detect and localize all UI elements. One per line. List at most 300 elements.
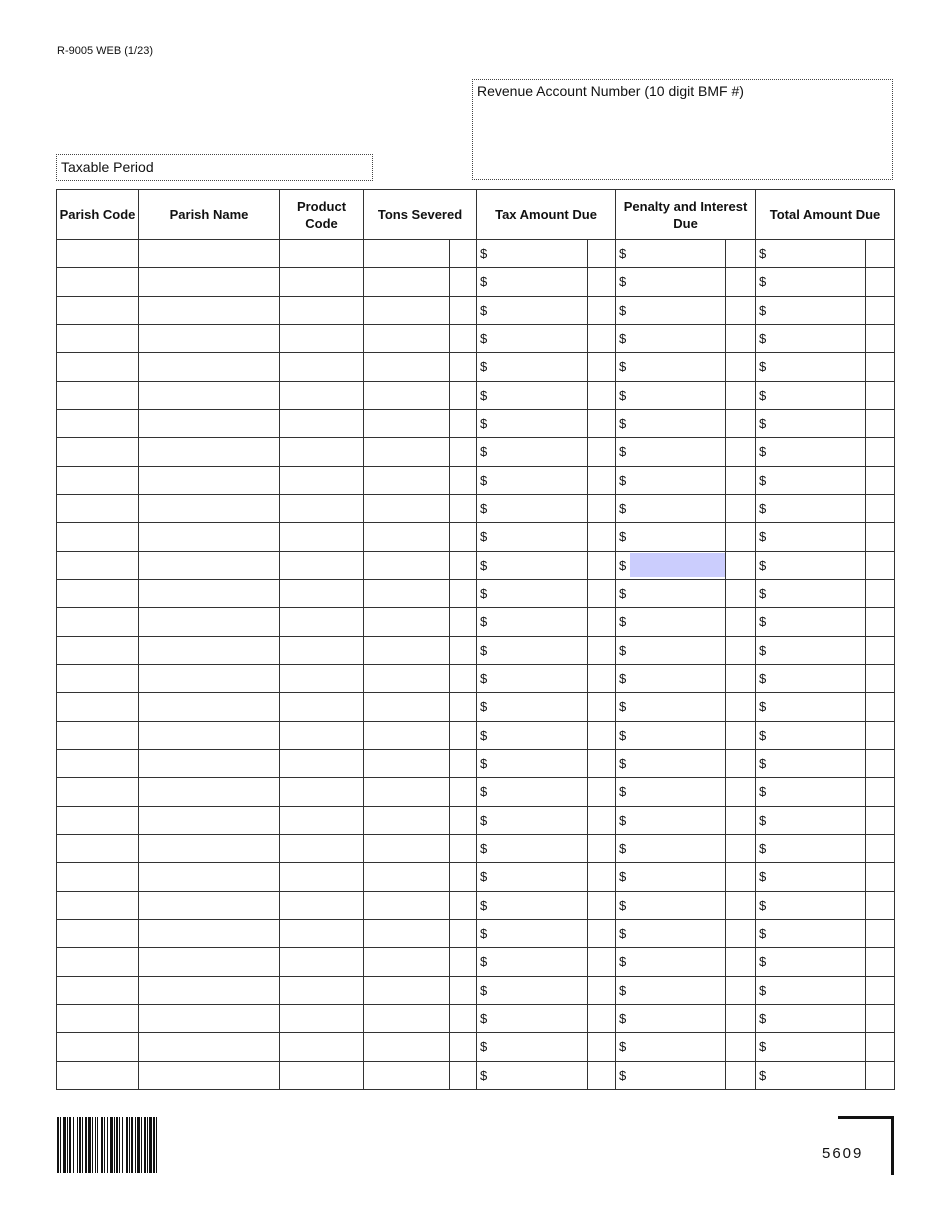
tax-amount-cell[interactable] xyxy=(477,268,588,296)
penalty-interest-cents-cell[interactable] xyxy=(726,636,756,664)
tax-amount-cents-cell[interactable] xyxy=(588,608,616,636)
penalty-interest-cell[interactable] xyxy=(616,296,726,324)
amount-input[interactable] xyxy=(491,383,587,407)
amount-input[interactable] xyxy=(630,978,725,1002)
product-code-cell[interactable] xyxy=(280,579,364,607)
total-amount-cell[interactable] xyxy=(756,466,866,494)
tons-severed-fraction-cell[interactable] xyxy=(450,976,477,1004)
tons-severed-fraction-cell[interactable] xyxy=(450,381,477,409)
parish-code-cell[interactable] xyxy=(57,721,139,749)
tons-severed-fraction-cell[interactable] xyxy=(450,523,477,551)
parish-code-cell[interactable] xyxy=(57,749,139,777)
tax-amount-cell[interactable] xyxy=(477,1061,588,1089)
total-amount-cents-cell[interactable] xyxy=(866,1061,895,1089)
total-amount-cell[interactable] xyxy=(756,268,866,296)
amount-input[interactable] xyxy=(770,610,865,634)
product-code-cell[interactable] xyxy=(280,749,364,777)
parish-name-cell[interactable] xyxy=(139,608,280,636)
tax-amount-cents-cell[interactable] xyxy=(588,976,616,1004)
total-amount-cell[interactable] xyxy=(756,834,866,862)
amount-input[interactable] xyxy=(491,242,587,266)
product-code-cell[interactable] xyxy=(280,863,364,891)
total-amount-cell[interactable] xyxy=(756,608,866,636)
tax-amount-cell[interactable] xyxy=(477,834,588,862)
penalty-interest-cell[interactable] xyxy=(616,721,726,749)
amount-input[interactable] xyxy=(770,667,865,691)
amount-input[interactable] xyxy=(491,950,587,974)
penalty-interest-cents-cell[interactable] xyxy=(726,1033,756,1061)
tons-severed-cell[interactable] xyxy=(364,381,450,409)
penalty-interest-cents-cell[interactable] xyxy=(726,664,756,692)
amount-input[interactable] xyxy=(630,242,725,266)
total-amount-cell[interactable] xyxy=(756,296,866,324)
tons-severed-cell[interactable] xyxy=(364,353,450,381)
tons-severed-fraction-cell[interactable] xyxy=(450,778,477,806)
tons-severed-fraction-cell[interactable] xyxy=(450,296,477,324)
tons-severed-cell[interactable] xyxy=(364,579,450,607)
tax-amount-cents-cell[interactable] xyxy=(588,1061,616,1089)
total-amount-cell[interactable] xyxy=(756,1004,866,1032)
tax-amount-cents-cell[interactable] xyxy=(588,381,616,409)
amount-input[interactable] xyxy=(770,440,865,464)
total-amount-cents-cell[interactable] xyxy=(866,608,895,636)
total-amount-cell[interactable] xyxy=(756,948,866,976)
parish-code-cell[interactable] xyxy=(57,409,139,437)
amount-input[interactable] xyxy=(770,638,865,662)
parish-code-cell[interactable] xyxy=(57,466,139,494)
total-amount-cents-cell[interactable] xyxy=(866,240,895,268)
tax-amount-cell[interactable] xyxy=(477,749,588,777)
amount-input[interactable] xyxy=(770,553,865,577)
tax-amount-cell[interactable] xyxy=(477,579,588,607)
tons-severed-fraction-cell[interactable] xyxy=(450,438,477,466)
penalty-interest-cell[interactable] xyxy=(616,919,726,947)
amount-input[interactable] xyxy=(770,865,865,889)
tax-amount-cell[interactable] xyxy=(477,976,588,1004)
penalty-interest-cell[interactable] xyxy=(616,664,726,692)
tax-amount-cell[interactable] xyxy=(477,353,588,381)
amount-input[interactable] xyxy=(630,780,725,804)
tax-amount-cell[interactable] xyxy=(477,409,588,437)
tons-severed-cell[interactable] xyxy=(364,806,450,834)
amount-input[interactable] xyxy=(630,440,725,464)
total-amount-cell[interactable] xyxy=(756,353,866,381)
amount-input[interactable] xyxy=(630,1035,725,1059)
tax-amount-cents-cell[interactable] xyxy=(588,551,616,579)
tax-amount-cents-cell[interactable] xyxy=(588,693,616,721)
total-amount-cents-cell[interactable] xyxy=(866,353,895,381)
amount-input[interactable] xyxy=(770,355,865,379)
amount-input[interactable] xyxy=(770,1063,865,1087)
penalty-interest-cell[interactable] xyxy=(616,466,726,494)
tons-severed-fraction-cell[interactable] xyxy=(450,948,477,976)
total-amount-cell[interactable] xyxy=(756,891,866,919)
parish-name-cell[interactable] xyxy=(139,636,280,664)
tax-amount-cell[interactable] xyxy=(477,778,588,806)
total-amount-cell[interactable] xyxy=(756,551,866,579)
tax-amount-cell[interactable] xyxy=(477,891,588,919)
product-code-cell[interactable] xyxy=(280,466,364,494)
penalty-interest-cents-cell[interactable] xyxy=(726,353,756,381)
penalty-interest-cell[interactable] xyxy=(616,353,726,381)
amount-input[interactable] xyxy=(491,723,587,747)
penalty-interest-cents-cell[interactable] xyxy=(726,579,756,607)
tons-severed-cell[interactable] xyxy=(364,608,450,636)
tons-severed-fraction-cell[interactable] xyxy=(450,1033,477,1061)
parish-name-cell[interactable] xyxy=(139,1061,280,1089)
product-code-cell[interactable] xyxy=(280,948,364,976)
amount-input[interactable] xyxy=(491,355,587,379)
parish-code-cell[interactable] xyxy=(57,240,139,268)
tons-severed-fraction-cell[interactable] xyxy=(450,919,477,947)
amount-input[interactable] xyxy=(630,638,725,662)
amount-input[interactable] xyxy=(630,723,725,747)
parish-name-cell[interactable] xyxy=(139,891,280,919)
tax-amount-cell[interactable] xyxy=(477,608,588,636)
tons-severed-fraction-cell[interactable] xyxy=(450,353,477,381)
parish-code-cell[interactable] xyxy=(57,523,139,551)
penalty-interest-cents-cell[interactable] xyxy=(726,466,756,494)
tons-severed-cell[interactable] xyxy=(364,863,450,891)
tons-severed-fraction-cell[interactable] xyxy=(450,721,477,749)
total-amount-cents-cell[interactable] xyxy=(866,834,895,862)
amount-input[interactable] xyxy=(770,723,865,747)
parish-name-cell[interactable] xyxy=(139,409,280,437)
penalty-interest-cents-cell[interactable] xyxy=(726,381,756,409)
product-code-cell[interactable] xyxy=(280,636,364,664)
tax-amount-cents-cell[interactable] xyxy=(588,466,616,494)
parish-name-cell[interactable] xyxy=(139,664,280,692)
parish-code-cell[interactable] xyxy=(57,806,139,834)
amount-input[interactable] xyxy=(491,922,587,946)
tax-amount-cents-cell[interactable] xyxy=(588,296,616,324)
tons-severed-cell[interactable] xyxy=(364,240,450,268)
amount-input[interactable] xyxy=(491,298,587,322)
amount-input[interactable] xyxy=(491,865,587,889)
amount-input[interactable] xyxy=(630,865,725,889)
product-code-cell[interactable] xyxy=(280,1061,364,1089)
penalty-interest-cents-cell[interactable] xyxy=(726,608,756,636)
total-amount-cents-cell[interactable] xyxy=(866,919,895,947)
product-code-cell[interactable] xyxy=(280,494,364,522)
penalty-interest-cents-cell[interactable] xyxy=(726,721,756,749)
tons-severed-fraction-cell[interactable] xyxy=(450,494,477,522)
amount-input[interactable] xyxy=(630,808,725,832)
tons-severed-fraction-cell[interactable] xyxy=(450,466,477,494)
tax-amount-cell[interactable] xyxy=(477,240,588,268)
tons-severed-cell[interactable] xyxy=(364,834,450,862)
total-amount-cents-cell[interactable] xyxy=(866,296,895,324)
product-code-cell[interactable] xyxy=(280,806,364,834)
amount-input[interactable] xyxy=(770,412,865,436)
tons-severed-fraction-cell[interactable] xyxy=(450,579,477,607)
amount-input[interactable] xyxy=(630,383,725,407)
parish-name-cell[interactable] xyxy=(139,693,280,721)
parish-code-cell[interactable] xyxy=(57,976,139,1004)
product-code-cell[interactable] xyxy=(280,240,364,268)
penalty-interest-cents-cell[interactable] xyxy=(726,976,756,1004)
product-code-cell[interactable] xyxy=(280,919,364,947)
total-amount-cents-cell[interactable] xyxy=(866,324,895,352)
penalty-interest-cents-cell[interactable] xyxy=(726,240,756,268)
total-amount-cell[interactable] xyxy=(756,721,866,749)
tax-amount-cents-cell[interactable] xyxy=(588,1004,616,1032)
total-amount-cents-cell[interactable] xyxy=(866,749,895,777)
tons-severed-cell[interactable] xyxy=(364,948,450,976)
tons-severed-cell[interactable] xyxy=(364,438,450,466)
penalty-interest-cents-cell[interactable] xyxy=(726,749,756,777)
amount-input[interactable] xyxy=(491,582,587,606)
parish-name-cell[interactable] xyxy=(139,466,280,494)
tax-amount-cents-cell[interactable] xyxy=(588,948,616,976)
amount-input[interactable] xyxy=(630,893,725,917)
tons-severed-fraction-cell[interactable] xyxy=(450,834,477,862)
amount-input[interactable] xyxy=(630,468,725,492)
amount-input[interactable] xyxy=(491,270,587,294)
parish-code-cell[interactable] xyxy=(57,1033,139,1061)
penalty-interest-cents-cell[interactable] xyxy=(726,891,756,919)
tons-severed-cell[interactable] xyxy=(364,409,450,437)
total-amount-cell[interactable] xyxy=(756,806,866,834)
penalty-interest-cell[interactable] xyxy=(616,438,726,466)
total-amount-cents-cell[interactable] xyxy=(866,551,895,579)
tax-amount-cell[interactable] xyxy=(477,636,588,664)
penalty-interest-cell[interactable] xyxy=(616,891,726,919)
amount-input[interactable] xyxy=(491,695,587,719)
tax-amount-cents-cell[interactable] xyxy=(588,721,616,749)
amount-input[interactable] xyxy=(491,808,587,832)
total-amount-cell[interactable] xyxy=(756,1033,866,1061)
amount-input[interactable] xyxy=(491,780,587,804)
product-code-cell[interactable] xyxy=(280,1004,364,1032)
parish-code-cell[interactable] xyxy=(57,834,139,862)
amount-input[interactable] xyxy=(770,837,865,861)
amount-input[interactable] xyxy=(491,610,587,634)
amount-input[interactable] xyxy=(630,950,725,974)
parish-code-cell[interactable] xyxy=(57,948,139,976)
total-amount-cents-cell[interactable] xyxy=(866,268,895,296)
amount-input[interactable] xyxy=(630,298,725,322)
parish-name-cell[interactable] xyxy=(139,381,280,409)
tax-amount-cell[interactable] xyxy=(477,1004,588,1032)
penalty-interest-cell[interactable] xyxy=(616,551,726,579)
product-code-cell[interactable] xyxy=(280,608,364,636)
amount-input[interactable] xyxy=(630,1007,725,1031)
total-amount-cents-cell[interactable] xyxy=(866,1033,895,1061)
product-code-cell[interactable] xyxy=(280,551,364,579)
tax-amount-cell[interactable] xyxy=(477,948,588,976)
parish-name-cell[interactable] xyxy=(139,948,280,976)
tons-severed-fraction-cell[interactable] xyxy=(450,608,477,636)
amount-input[interactable] xyxy=(770,270,865,294)
tons-severed-fraction-cell[interactable] xyxy=(450,693,477,721)
amount-input[interactable] xyxy=(491,752,587,776)
total-amount-cents-cell[interactable] xyxy=(866,948,895,976)
parish-code-cell[interactable] xyxy=(57,664,139,692)
penalty-interest-cell[interactable] xyxy=(616,749,726,777)
tax-amount-cents-cell[interactable] xyxy=(588,438,616,466)
product-code-cell[interactable] xyxy=(280,721,364,749)
parish-code-cell[interactable] xyxy=(57,778,139,806)
tax-amount-cents-cell[interactable] xyxy=(588,863,616,891)
product-code-cell[interactable] xyxy=(280,296,364,324)
amount-input[interactable] xyxy=(491,440,587,464)
product-code-cell[interactable] xyxy=(280,523,364,551)
amount-input[interactable] xyxy=(630,327,725,351)
total-amount-cents-cell[interactable] xyxy=(866,409,895,437)
tons-severed-cell[interactable] xyxy=(364,919,450,947)
amount-input[interactable] xyxy=(630,497,725,521)
tax-amount-cell[interactable] xyxy=(477,324,588,352)
penalty-interest-cell[interactable] xyxy=(616,834,726,862)
amount-input[interactable] xyxy=(630,270,725,294)
tax-amount-cell[interactable] xyxy=(477,806,588,834)
amount-input[interactable] xyxy=(770,1007,865,1031)
amount-input[interactable] xyxy=(630,837,725,861)
penalty-interest-cell[interactable] xyxy=(616,494,726,522)
product-code-cell[interactable] xyxy=(280,693,364,721)
amount-input[interactable] xyxy=(770,922,865,946)
amount-input[interactable] xyxy=(770,950,865,974)
product-code-cell[interactable] xyxy=(280,409,364,437)
tons-severed-cell[interactable] xyxy=(364,466,450,494)
tons-severed-fraction-cell[interactable] xyxy=(450,268,477,296)
parish-name-cell[interactable] xyxy=(139,863,280,891)
parish-name-cell[interactable] xyxy=(139,834,280,862)
product-code-cell[interactable] xyxy=(280,324,364,352)
penalty-interest-cents-cell[interactable] xyxy=(726,778,756,806)
amount-input[interactable] xyxy=(770,383,865,407)
total-amount-cell[interactable] xyxy=(756,381,866,409)
tons-severed-fraction-cell[interactable] xyxy=(450,324,477,352)
amount-input[interactable] xyxy=(770,1035,865,1059)
penalty-interest-cents-cell[interactable] xyxy=(726,834,756,862)
total-amount-cents-cell[interactable] xyxy=(866,636,895,664)
tons-severed-cell[interactable] xyxy=(364,1061,450,1089)
tons-severed-cell[interactable] xyxy=(364,523,450,551)
penalty-interest-cents-cell[interactable] xyxy=(726,948,756,976)
amount-input[interactable] xyxy=(630,922,725,946)
parish-code-cell[interactable] xyxy=(57,891,139,919)
tax-amount-cents-cell[interactable] xyxy=(588,409,616,437)
tax-amount-cents-cell[interactable] xyxy=(588,778,616,806)
tons-severed-cell[interactable] xyxy=(364,749,450,777)
tons-severed-cell[interactable] xyxy=(364,494,450,522)
tax-amount-cell[interactable] xyxy=(477,1033,588,1061)
total-amount-cents-cell[interactable] xyxy=(866,381,895,409)
total-amount-cell[interactable] xyxy=(756,1061,866,1089)
total-amount-cell[interactable] xyxy=(756,749,866,777)
amount-input[interactable] xyxy=(770,327,865,351)
tons-severed-fraction-cell[interactable] xyxy=(450,551,477,579)
tax-amount-cents-cell[interactable] xyxy=(588,324,616,352)
tax-amount-cents-cell[interactable] xyxy=(588,353,616,381)
total-amount-cell[interactable] xyxy=(756,778,866,806)
tons-severed-fraction-cell[interactable] xyxy=(450,749,477,777)
tax-amount-cell[interactable] xyxy=(477,919,588,947)
total-amount-cell[interactable] xyxy=(756,523,866,551)
parish-code-cell[interactable] xyxy=(57,551,139,579)
penalty-interest-cell[interactable] xyxy=(616,1061,726,1089)
total-amount-cell[interactable] xyxy=(756,494,866,522)
taxable-period-field[interactable] xyxy=(56,154,373,181)
product-code-cell[interactable] xyxy=(280,353,364,381)
total-amount-cell[interactable] xyxy=(756,636,866,664)
parish-name-cell[interactable] xyxy=(139,749,280,777)
amount-input[interactable] xyxy=(770,893,865,917)
penalty-interest-cell[interactable] xyxy=(616,381,726,409)
penalty-interest-cell[interactable] xyxy=(616,608,726,636)
total-amount-cents-cell[interactable] xyxy=(866,579,895,607)
penalty-interest-cents-cell[interactable] xyxy=(726,523,756,551)
penalty-interest-cents-cell[interactable] xyxy=(726,268,756,296)
tax-amount-cell[interactable] xyxy=(477,381,588,409)
total-amount-cents-cell[interactable] xyxy=(866,466,895,494)
tax-amount-cell[interactable] xyxy=(477,523,588,551)
amount-input[interactable] xyxy=(630,525,725,549)
total-amount-cents-cell[interactable] xyxy=(866,721,895,749)
penalty-interest-cell[interactable] xyxy=(616,409,726,437)
penalty-interest-cell[interactable] xyxy=(616,636,726,664)
tons-severed-cell[interactable] xyxy=(364,1033,450,1061)
amount-input[interactable] xyxy=(630,695,725,719)
total-amount-cell[interactable] xyxy=(756,240,866,268)
amount-input[interactable] xyxy=(630,610,725,634)
tons-severed-fraction-cell[interactable] xyxy=(450,664,477,692)
total-amount-cell[interactable] xyxy=(756,579,866,607)
product-code-cell[interactable] xyxy=(280,381,364,409)
parish-name-cell[interactable] xyxy=(139,324,280,352)
penalty-interest-cell[interactable] xyxy=(616,948,726,976)
parish-code-cell[interactable] xyxy=(57,353,139,381)
penalty-interest-cents-cell[interactable] xyxy=(726,324,756,352)
tons-severed-fraction-cell[interactable] xyxy=(450,806,477,834)
parish-name-cell[interactable] xyxy=(139,579,280,607)
parish-name-cell[interactable] xyxy=(139,551,280,579)
amount-input[interactable] xyxy=(491,893,587,917)
parish-name-cell[interactable] xyxy=(139,976,280,1004)
tax-amount-cents-cell[interactable] xyxy=(588,806,616,834)
amount-input[interactable] xyxy=(491,327,587,351)
parish-name-cell[interactable] xyxy=(139,778,280,806)
penalty-interest-cell[interactable] xyxy=(616,579,726,607)
product-code-cell[interactable] xyxy=(280,438,364,466)
amount-input[interactable] xyxy=(491,468,587,492)
amount-input[interactable] xyxy=(491,553,587,577)
product-code-cell[interactable] xyxy=(280,778,364,806)
revenue-account-field[interactable] xyxy=(472,79,893,180)
parish-code-cell[interactable] xyxy=(57,636,139,664)
penalty-interest-cell[interactable] xyxy=(616,863,726,891)
tons-severed-cell[interactable] xyxy=(364,976,450,1004)
tons-severed-fraction-cell[interactable] xyxy=(450,240,477,268)
parish-name-cell[interactable] xyxy=(139,721,280,749)
total-amount-cents-cell[interactable] xyxy=(866,863,895,891)
penalty-interest-cell[interactable] xyxy=(616,693,726,721)
amount-input[interactable] xyxy=(630,553,725,577)
parish-code-cell[interactable] xyxy=(57,608,139,636)
penalty-interest-cents-cell[interactable] xyxy=(726,863,756,891)
amount-input[interactable] xyxy=(491,497,587,521)
tax-amount-cents-cell[interactable] xyxy=(588,240,616,268)
total-amount-cents-cell[interactable] xyxy=(866,693,895,721)
tax-amount-cents-cell[interactable] xyxy=(588,834,616,862)
tons-severed-fraction-cell[interactable] xyxy=(450,636,477,664)
amount-input[interactable] xyxy=(630,582,725,606)
amount-input[interactable] xyxy=(491,638,587,662)
amount-input[interactable] xyxy=(630,752,725,776)
penalty-interest-cell[interactable] xyxy=(616,240,726,268)
